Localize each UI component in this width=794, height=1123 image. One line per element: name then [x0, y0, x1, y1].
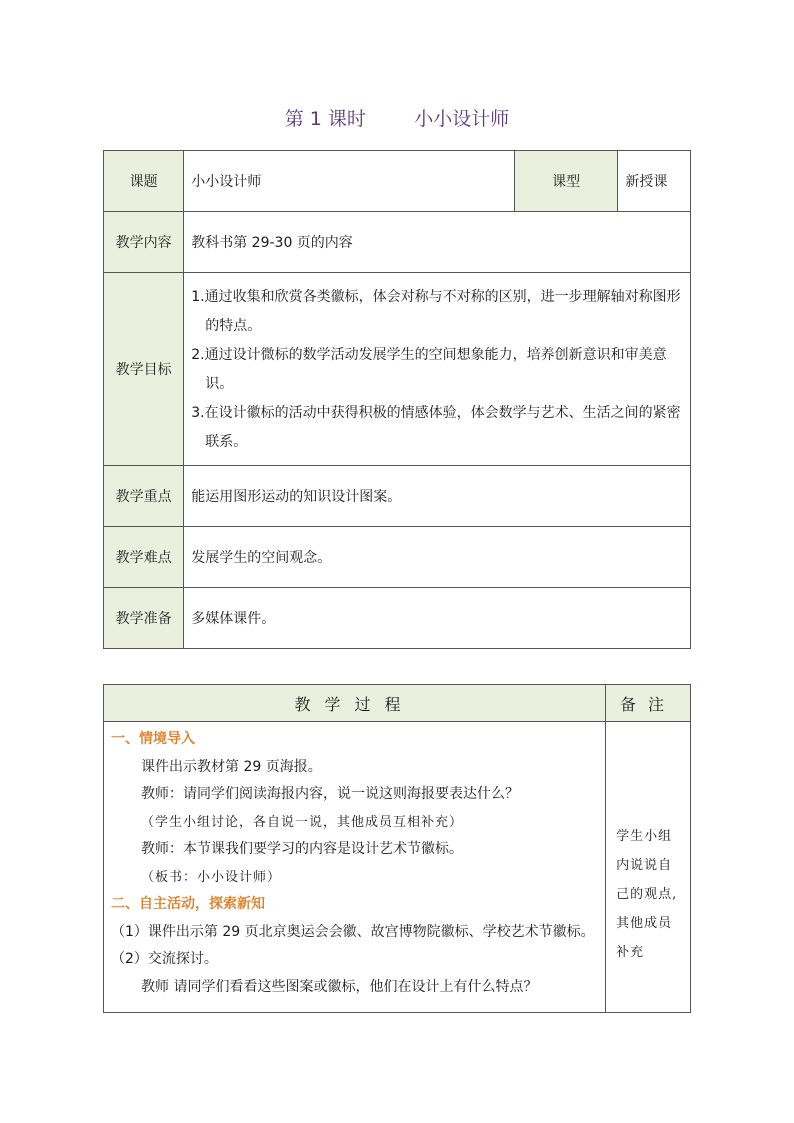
notes-header-text: 备注	[620, 694, 677, 714]
goals-list	[184, 273, 691, 466]
content-label: 教学内容	[104, 212, 184, 273]
lesson-info-table	[103, 150, 691, 649]
note-line: 己的观点,	[616, 887, 678, 902]
type-label: 课型	[514, 151, 618, 212]
page-title: 第 1 课时 小小设计师	[284, 108, 510, 130]
goals-row	[104, 273, 691, 466]
note-line: 学生小组	[616, 829, 673, 844]
goals-label: 教学目标	[104, 273, 184, 466]
process-header-text: 教学过程	[294, 694, 415, 714]
process-header	[104, 685, 606, 722]
process-header-row	[104, 685, 691, 722]
content-value: 教科书第 29-30 页的内容	[184, 212, 691, 273]
note-line: 补充	[616, 945, 645, 960]
goal-item: 3.在设计徽标的活动中获得积极的情感体验，体会数学与艺术、生活之间的紧密联系。	[191, 405, 681, 450]
note-line: 内说说自	[616, 858, 673, 873]
difficulty-label: 教学难点	[104, 527, 184, 588]
prep-label: 教学准备	[104, 588, 184, 649]
notes-header	[606, 685, 691, 722]
process-line: （学生小组讨论，各自说一说，其他成员互相补充）	[141, 814, 464, 830]
section-title: 一、情境导入	[111, 731, 195, 747]
process-line: （1）课件出示第 29 页北京奥运会会徽、故宫博物院徽标、学校艺术节徽标。	[111, 923, 595, 940]
goal-item: 1.通过收集和欣赏各类徽标，体会对称与不对称的区别，进一步理解轴对称图形的特点。	[191, 289, 681, 334]
content-row	[104, 212, 691, 273]
process-line: 课件出示教材第 29 页海报。	[141, 758, 322, 775]
notes-content	[606, 722, 691, 1013]
difficulty-row	[104, 527, 691, 588]
key-row	[104, 466, 691, 527]
key-value: 能运用图形运动的知识设计图案。	[184, 466, 691, 527]
teaching-process-table	[103, 684, 691, 1013]
goal-item: 2.通过设计微标的数学活动发展学生的空间想象能力，培养创新意识和审美意识。	[191, 347, 667, 392]
process-line: （板书：小小设计师）	[141, 869, 282, 885]
difficulty-value: 发展学生的空间观念。	[184, 527, 691, 588]
prep-value: 多媒体课件。	[184, 588, 691, 649]
prep-row	[104, 588, 691, 649]
process-line: 教师：本节课我们要学习的内容是设计艺术节徽标。	[141, 841, 463, 857]
process-line: 教师 请同学们看看这些图案或徽标，他们在设计上有什么特点？	[141, 978, 538, 995]
note-line: 其他成员	[616, 916, 673, 931]
process-content	[104, 722, 606, 1013]
topic-value: 小小设计师	[184, 151, 515, 212]
process-body-row	[104, 722, 691, 1013]
key-label: 教学重点	[104, 466, 184, 527]
process-line: 教师：请同学们阅读海报内容，说一说这则海报要表达什么？	[141, 786, 519, 802]
section-title: 二、自主活动，探索新知	[111, 896, 265, 912]
topic-row	[104, 151, 691, 212]
type-value: 新授课	[618, 151, 691, 212]
process-line: （2）交流探讨。	[111, 951, 218, 967]
topic-label: 课题	[104, 151, 184, 212]
